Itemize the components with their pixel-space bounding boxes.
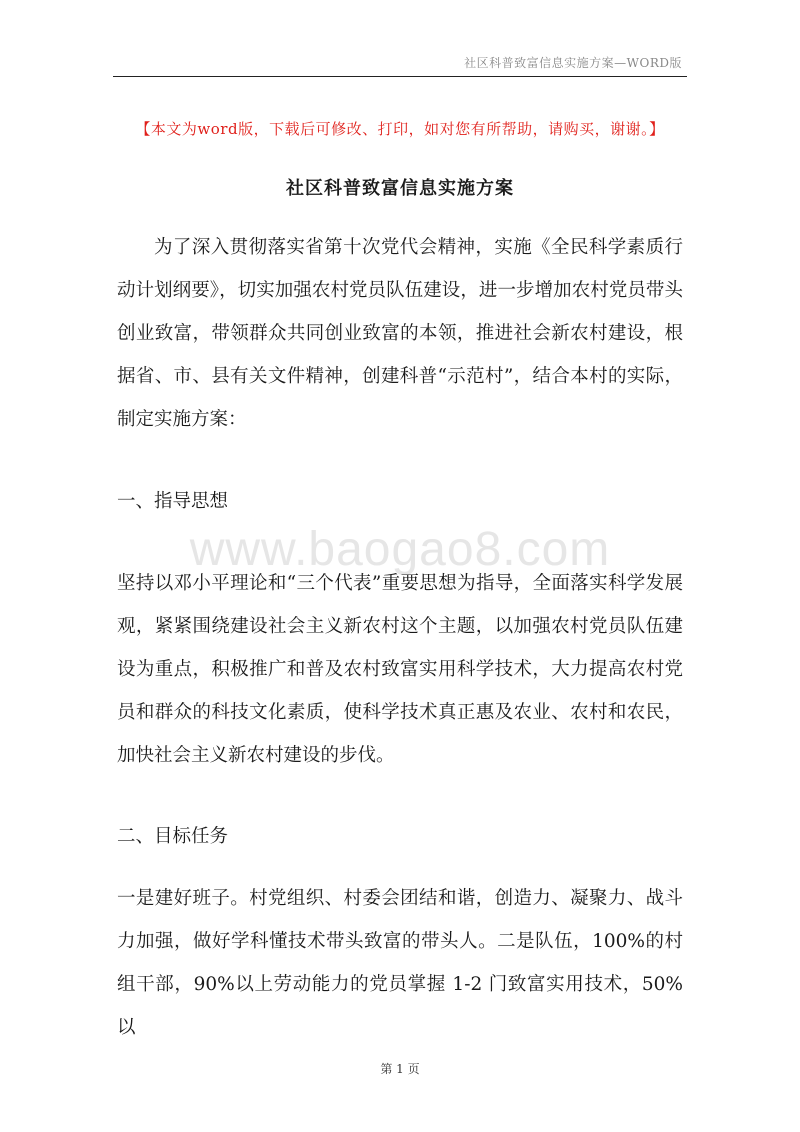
section-body-goals: 一是建好班子。村党组织、村委会团结和谐，创造力、凝聚力、战斗力加强，做好学科懂技术带头致富的带头人。二是队伍，100%的村组干部，90%以上劳动能力的党员掌握 1-2 门致富实用技术，50%以 — [117, 888, 683, 1038]
purchase-notice: 【本文为word版，下载后可修改、打印，如对您有所帮助，请购买，谢谢。】 — [135, 120, 665, 138]
document-title: 社区科普致富信息实施方案 — [286, 178, 514, 199]
page-number: 第 1 页 — [380, 1062, 420, 1076]
section-body-guiding-ideology: 坚持以邓小平理论和“三个代表”重要思想为指导，全面落实科学发展观，紧紧围绕建设社会主义新农村这个主题，以加强农村党员队伍建设为重点，积极推广和普及农村致富实用科学技术，大力提高农村党员和群众的科技文化素质，使科学技术真正惠及农业、农村和农民，加快社会主义新农村建设的步伐。 — [117, 573, 683, 766]
section-heading-guiding-ideology: 一、指导思想 — [117, 491, 229, 512]
section-heading-goals: 二、目标任务 — [117, 826, 229, 847]
intro-paragraph: 为了深入贯彻落实省第十次党代会精神，实施《全民科学素质行动计划纲要》，切实加强农村党员队伍建设，进一步增加农村党员带头创业致富，带领群众共同创业致富的本领，推进社会新农村建设，根据省、市、县有关文件精神，创建科普“示范村”，结合本村的实际，制定实施方案： — [117, 237, 683, 430]
watermark: www.baogao8.com — [189, 523, 611, 576]
header-divider — [113, 76, 687, 77]
running-header: 社区科普致富信息实施方案—WORD版 — [464, 56, 682, 70]
